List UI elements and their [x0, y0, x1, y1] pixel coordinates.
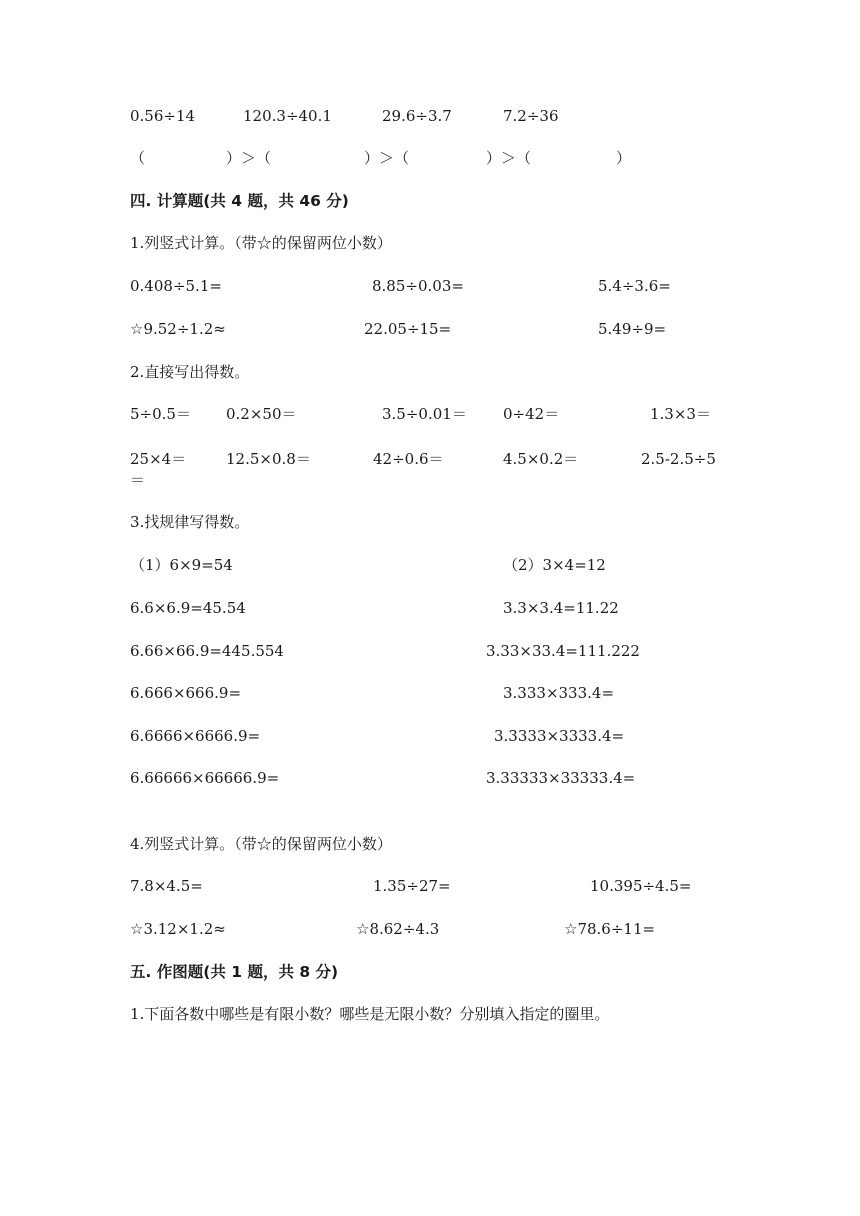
problem: 12.5×0.8＝: [226, 450, 311, 468]
problem: 5.4÷3.6=: [598, 277, 671, 295]
problem: ☆78.6÷11=: [564, 920, 656, 938]
ordering-blank-sep: ）＞（: [226, 149, 272, 167]
problem: 22.05÷15=: [364, 320, 452, 338]
problem: 42÷0.6＝: [373, 450, 444, 468]
problem: 8.85÷0.03=: [372, 277, 464, 295]
pattern-item: （1）6×9=54: [130, 556, 233, 574]
question-prompt: 2.直接写出得数。: [130, 363, 250, 381]
ordering-blank-open: （: [130, 149, 146, 167]
ordering-blank-sep: ）＞（: [364, 149, 410, 167]
problem: 3.5÷0.01＝: [382, 405, 467, 423]
ordering-item: 7.2÷36: [503, 107, 559, 125]
question-prompt: 4.列竖式计算。（带☆的保留两位小数）: [130, 835, 392, 853]
problem: ☆8.62÷4.3: [356, 920, 440, 938]
pattern-item: 6.6×6.9=45.54: [130, 599, 246, 617]
ordering-item: 29.6÷3.7: [382, 107, 452, 125]
pattern-item: 3.33333×33333.4=: [486, 769, 636, 787]
ordering-blank-sep: ）＞（: [486, 149, 532, 167]
problem: 0.408÷5.1=: [130, 277, 222, 295]
problem: 1.3×3＝: [650, 405, 711, 423]
pattern-item: 6.666×666.9=: [130, 684, 242, 702]
section-title: 五. 作图题(共 1 题，共 8 分): [130, 963, 339, 981]
problem: 5.49÷9=: [598, 320, 667, 338]
question-prompt: 1.下面各数中哪些是有限小数？哪些是无限小数？分别填入指定的圈里。: [130, 1005, 610, 1023]
problem: 25×4＝: [130, 450, 187, 468]
problem-wrap: ＝: [130, 471, 146, 489]
problem: 1.35÷27=: [373, 877, 451, 895]
problem: 7.8×4.5=: [130, 877, 203, 895]
problem: 5÷0.5＝: [130, 405, 191, 423]
pattern-item: 3.33×33.4=111.222: [486, 642, 640, 660]
problem: 2.5-2.5÷5: [641, 450, 716, 468]
ordering-item: 120.3÷40.1: [243, 107, 332, 125]
problem: ☆3.12×1.2≈: [130, 920, 226, 938]
problem: 4.5×0.2＝: [503, 450, 579, 468]
ordering-item: 0.56÷14: [130, 107, 196, 125]
problem: ☆9.52÷1.2≈: [130, 320, 226, 338]
question-prompt: 3.找规律写得数。: [130, 513, 250, 531]
pattern-item: 6.66×66.9=445.554: [130, 642, 284, 660]
problem: 10.395÷4.5=: [590, 877, 692, 895]
pattern-item: 6.66666×66666.9=: [130, 769, 280, 787]
problem: 0÷42＝: [503, 405, 560, 423]
pattern-item: 3.3×3.4=11.22: [503, 599, 619, 617]
pattern-item: （2）3×4=12: [503, 556, 606, 574]
pattern-item: 3.3333×3333.4=: [494, 727, 625, 745]
problem: 0.2×50＝: [226, 405, 297, 423]
section-title: 四. 计算题(共 4 题，共 46 分): [130, 192, 349, 210]
pattern-item: 3.333×333.4=: [503, 684, 615, 702]
pattern-item: 6.6666×6666.9=: [130, 727, 261, 745]
question-prompt: 1.列竖式计算。（带☆的保留两位小数）: [130, 234, 392, 252]
ordering-blank-close: ）: [616, 149, 632, 167]
